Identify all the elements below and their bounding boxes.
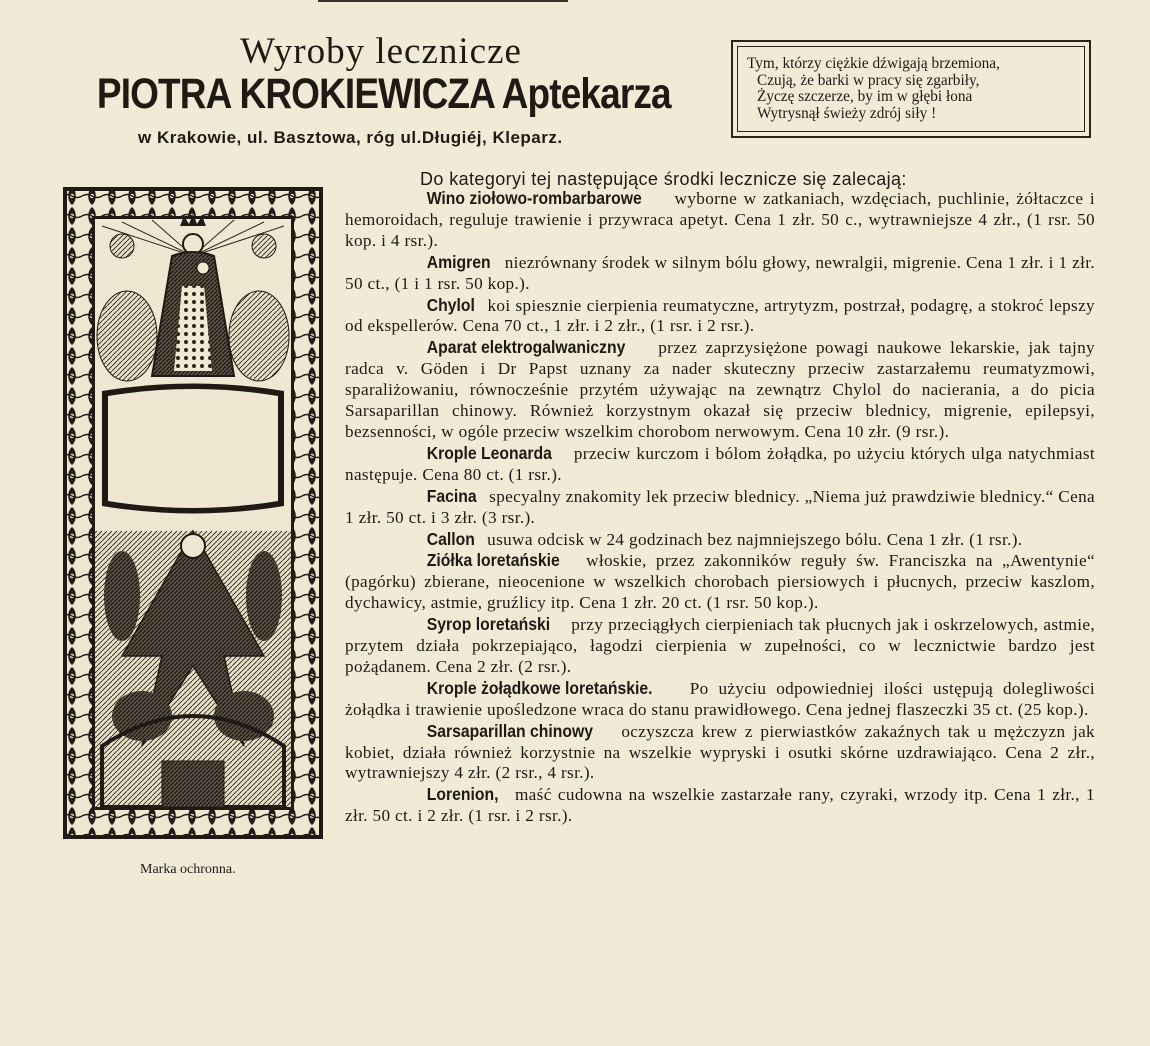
list-item [345, 678, 1095, 721]
list-item [345, 486, 1095, 529]
list-item [345, 784, 1095, 827]
top-rule [318, 0, 568, 2]
list-item [345, 295, 1095, 338]
remedy-name: Krople żołądkowe loretańskie. [426, 677, 653, 698]
intro-heading: Do kategoryi tej następujące środki lecznicze się zalecają: [420, 169, 907, 189]
remedy-name: Ziółka loretańskie [426, 550, 560, 571]
remedy-name: Facina [426, 485, 477, 506]
remedy-text: niezrównany środek w silnym bólu głowy, newralgii, migrenie. Cena 1 złr. i 1 złr. 50 ct., (1 i 1 rsr. 50 kop.). [345, 252, 1095, 293]
list-item [345, 337, 1095, 443]
remedy-name: Chylol [426, 294, 475, 315]
remedy-text: włoskie, przez zakonników reguły św. Franciszka na „Awentynie“ (pagórku) zbierane, nieocenione w wszelkich chorobach piersiowych i płucnych, przeciw kaszlom, dychawicy, astmie, gruźlicy itp. Cena 1 złr. 20 ct. (1 rsr. 50 kop.). [345, 551, 1095, 613]
list-item [345, 252, 1095, 295]
poem [747, 56, 1000, 122]
remedy-text: przez zaprzysiężone powagi naukowe lekarskie, jak tajny radca v. Göden i Dr Papst uznany za nader skuteczny przeciw zastarzałemu reumatyzmowi, sparaliżowaniu, równocześnie przytém używając na zewnątrz Chylol do nacierania, a do picia Sarsaparillan chinowy. Również korzystnym okazał się przeciw blednicy, migrenie, epilepsyi, bezsenności, w ogóle przeciw wszelkim chorobom nerwowym. Cena 10 złr. (9 rsr.). [345, 338, 1095, 441]
madonna-trademark-icon [62, 186, 324, 840]
remedies-list [345, 188, 1095, 827]
remedy-text: specyalny znakomity lek przeciw blednicy. „Niema już prawdziwie blednicy.“ Cena 1 złr. 50 ct. i 3 złr. (3 rsr.). [345, 486, 1095, 527]
address-line: w Krakowie, ul. Basztowa, róg ul.Długiéj, Kleparz. [138, 128, 563, 147]
remedy-text: koi spiesznie cierpienia reumatyczne, artrytyzm, postrzał, podagrę, a stokroć lepszy od ekspellerów. Cena 70 ct., 1 złr. i 2 złr., (1 rsr. i 2 rsr.). [345, 295, 1095, 336]
remedy-text: usuwa odcisk w 24 godzinach bez najmniejszego bólu. Cena 1 złr. (1 rsr.). [482, 529, 1023, 549]
remedy-text: przeciw kurczom i bólom żołądka, po użyciu których ulga natychmiast następuje. Cena 80 ct. (1 rsr.). [345, 443, 1095, 484]
remedy-name: Aparat elektrogalwaniczny [426, 337, 626, 358]
title-line2: PIOTRA KROKIEWICZA Aptekarza [96, 70, 671, 118]
list-item [345, 529, 1095, 551]
poem-line: Czują, że barki w pracy się zgarbiły, [757, 71, 980, 89]
list-item [345, 443, 1095, 486]
seal-caption: Marka ochronna. [140, 862, 236, 877]
list-item [345, 550, 1095, 614]
remedy-text: Po użyciu odpowiedniej ilości ustępują dolegliwości żołądka i trawienie upośledzone wraca do stanu prawidłowego. Cena jednej flaszeczki 35 ct. (25 kop.). [345, 678, 1095, 719]
poem-line: Tym, którzy ciężkie dźwigają brzemiona, [747, 55, 1000, 72]
remedy-name: Krople Leonarda [426, 442, 552, 463]
remedy-text: maść cudowna na wszelkie zastarzałe rany, czyraki, wrzody itp. Cena 1 złr., 1 złr. 50 ct. i 2 złr. (1 rsr. i 2 rsr.). [345, 785, 1095, 826]
list-item [345, 721, 1095, 785]
remedy-text: oczyszcza krew z pierwiastków zakaźnych tak u mężczyzn jak kobiet, działa również korzystnie na wszelkie wypryski i osutki skórne uzdrawiająco. Cena 2 złr., wytrawniejszy 4 złr. (2 rsr., 4 rsr.). [345, 721, 1095, 783]
remedy-name: Wino ziołowo-rombarbarowe [426, 188, 642, 208]
remedy-name: Lorenion, [426, 784, 499, 805]
remedy-name: Amigren [426, 251, 491, 272]
list-item [345, 614, 1095, 678]
remedy-text: wyborne w zatkaniach, wzdęciach, puchlinie, żółtaczce i hemoroidach, reguluje trawienie i przywraca apetyt. Cena 1 złr. 50 c., wytrawniejsze 4 złr., (1 rsr. 50 kop. i 4 rsr.). [345, 189, 1095, 250]
remedy-text: przy przeciągłych cierpieniach tak płucnych jak i oskrzelowych, astmie, przytem działa pokrzepiająco, łagodzi cierpienia w zupełności, co w lecznictwie bardzo jest pożądanem. Cena 2 złr. (2 rsr.). [345, 615, 1095, 676]
list-item [345, 188, 1095, 252]
remedy-name: Syrop loretański [426, 614, 551, 635]
remedy-name: Callon [426, 528, 475, 549]
remedy-name: Sarsaparillan chinowy [426, 720, 594, 741]
title-line1: Wyroby lecznicze [240, 31, 522, 72]
poem-line: Wytrysnął świeży zdrój siły ! [757, 104, 937, 122]
poem-line: Życzę szczerze, by im w głębi łona [757, 88, 973, 105]
poem-box [731, 40, 1091, 138]
